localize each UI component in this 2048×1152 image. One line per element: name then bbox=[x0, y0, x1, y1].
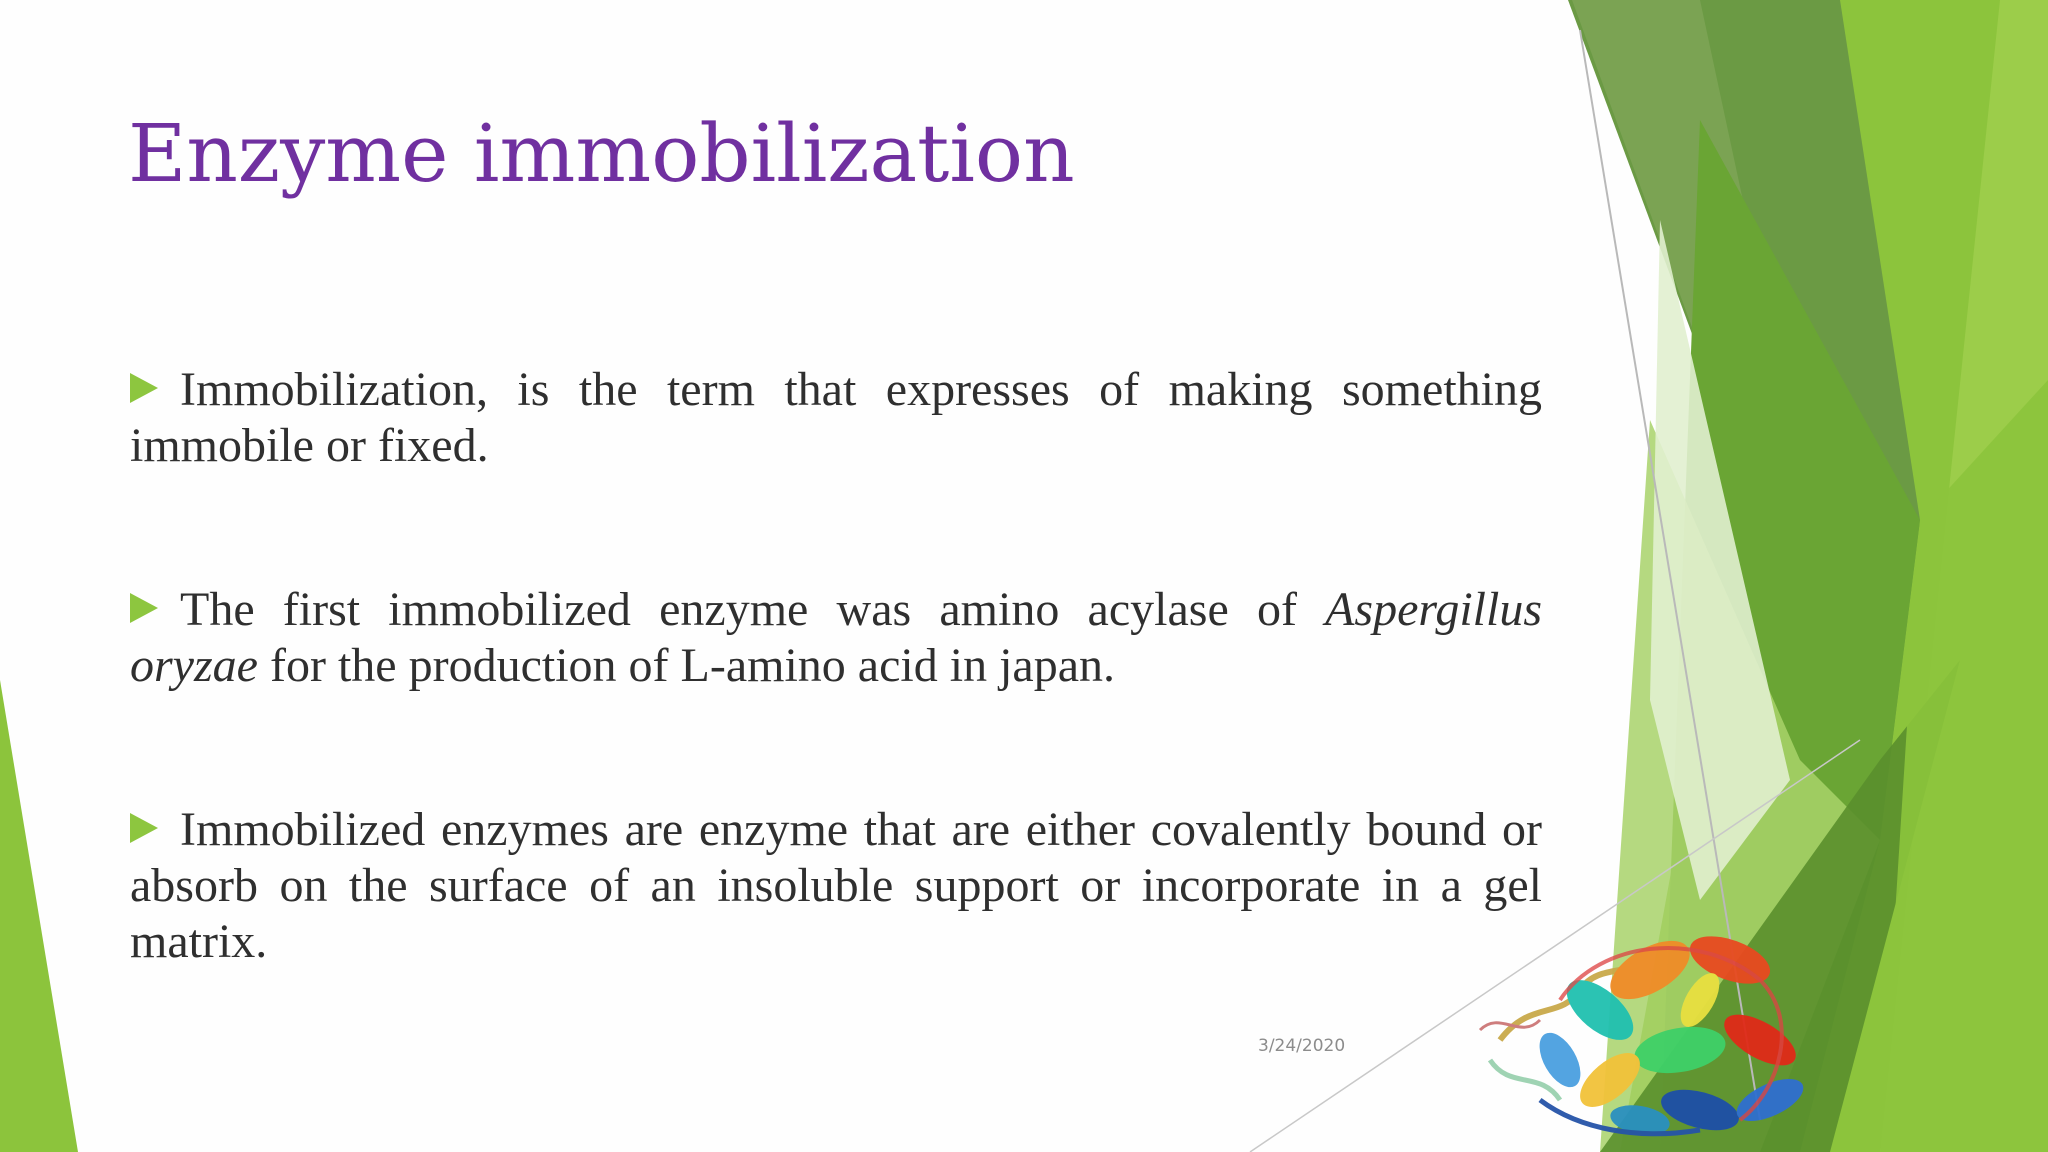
bullet-item-2 bbox=[130, 582, 1542, 694]
slide-date: 3/24/2020 bbox=[1258, 1036, 1346, 1056]
slide-title: Enzyme immobilization bbox=[128, 107, 1075, 200]
right-triangle-icon bbox=[130, 373, 158, 403]
bullet-text: Immobilization, is the term that expresses of making something immobile or fixed. bbox=[130, 363, 1542, 472]
right-triangle-icon bbox=[130, 813, 158, 843]
species-name: Aspergillus oryzae bbox=[130, 583, 1542, 692]
bullet-item-1 bbox=[130, 362, 1542, 474]
bullet-text: for the production of L-amino acid in japan. bbox=[257, 639, 1116, 692]
bullet-text: The first immobilized enzyme was amino acylase of bbox=[180, 583, 1326, 636]
bullet-list bbox=[130, 362, 1542, 970]
bullet-item-3 bbox=[130, 802, 1542, 970]
bullet-text: Immobilized enzymes are enzyme that are either covalently bound or absorb on the surface of an insoluble support or incorporate in a gel matrix. bbox=[130, 803, 1542, 968]
right-triangle-icon bbox=[130, 593, 158, 623]
